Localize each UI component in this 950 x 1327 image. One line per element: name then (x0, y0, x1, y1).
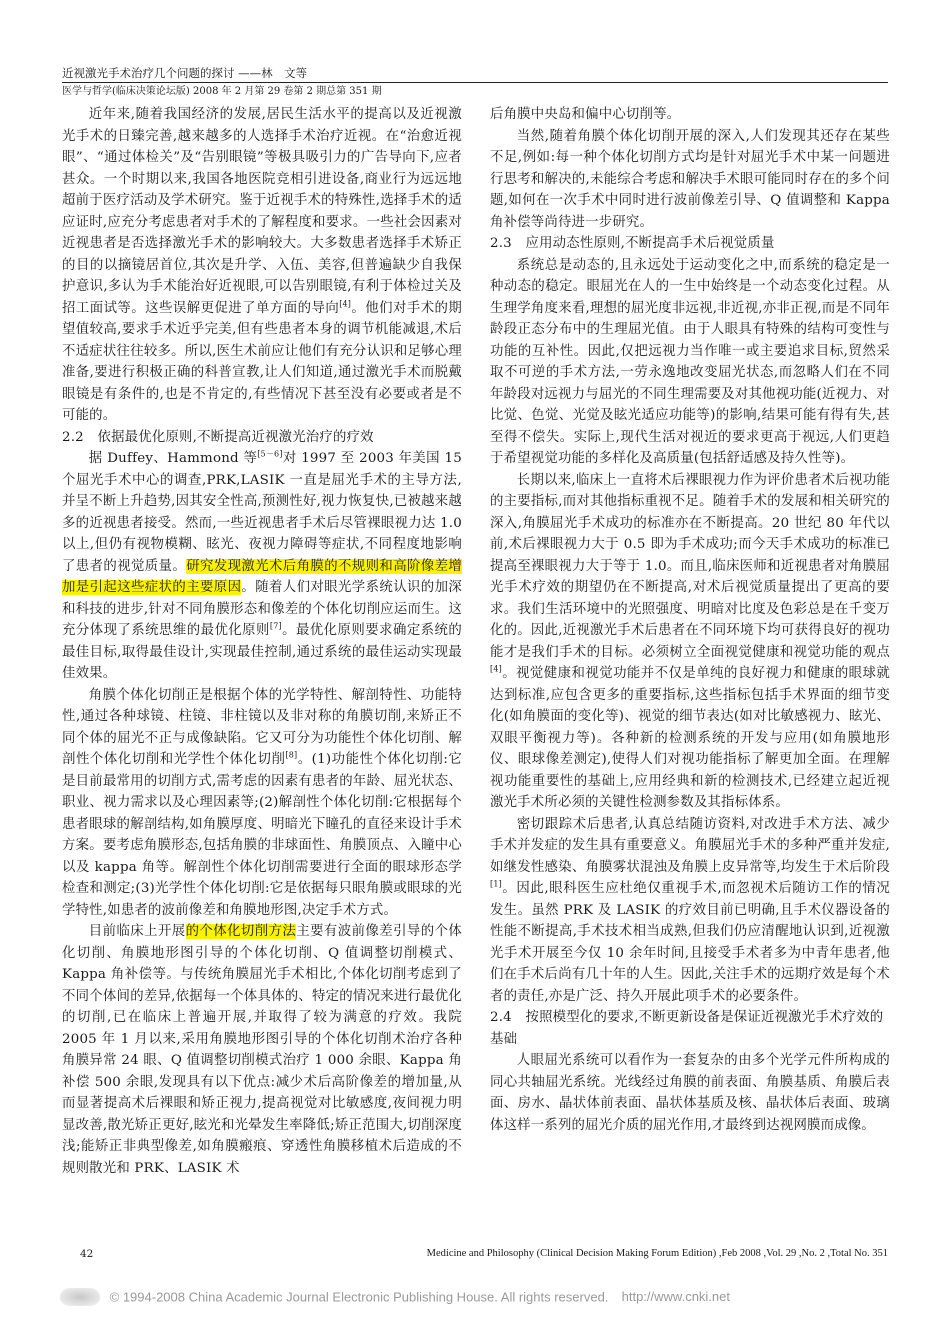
paragraph: 当然,随着角膜个体化切削开展的深入,人们发现其还存在某些不足,例如:每一种个体化切削方式均是针对屈光手术中某一问题进行思考和解决的,未能综合考虑和解决手术眼可能同时存在的多个问题,如何在一次手术中同时进行波前像差引导、Q 值调整和 Kappa 角补偿等尚待进一步研究。 (490, 128, 890, 230)
running-header (62, 66, 888, 98)
right-column (490, 104, 890, 1136)
citation-ref: [7] (269, 621, 282, 631)
left-column (62, 104, 462, 1179)
header-rule (62, 82, 888, 83)
paragraph-continued: 后角膜中央岛和偏中心切削等。 (490, 107, 681, 122)
citation-ref: [4] (490, 664, 502, 674)
citation-ref: [8] (285, 750, 298, 760)
section-heading-2-2: 2.2 依据最优化原则,不断提高近视激光治疗的疗效 (62, 429, 374, 445)
citation-ref: [5－6] (257, 449, 283, 459)
paragraph: 长期以来,临床上一直将术后裸眼视力作为评价患者术后视功能的主要指标,而对其他指标重视不足。随着手术的发展和相关研究的深入,角膜屈光手术成功的标准亦在不断提高。20 世纪 80 年代以前,术后裸眼视力大于 0.5 即为手术成功;而今天手术成功的标准已提高至裸眼视力大于等于 1.0。而且,临床医师和近视患者对角膜屈光手术疗效的期望仍在不断提高,对术后视觉质量提出了更高的要求。我们生活环境中的光照强度、明暗对比度及色彩总是在千变万化的。因此,近视激光手术后患者在不同环境下均可获得良好的视功能才是我们手术的目标。必须树立全面视觉健康和视觉功能的观点[4]。视觉健康和视觉功能并不仅是单纯的良好视力和健康的眼球就达到标准,应包含更多的重要指标,这些指标包括手术界面的细节变化(如角膜面的变化等)、视觉的细节表达(如对比敏感视力、眩光、双眼平衡视力等)。各种新的检测系统的开发与应用(如角膜地形仪、眼球像差测定),使得人们对视功能指标了解更加全面。在理解视功能重要性的基础上,应用经典和新的检测技术,已经建立起近视激光手术所必须的关键性检测参数及其指标体系。 (490, 472, 890, 810)
journal-english-citation: Medicine and Philosophy (Clinical Decision Making Forum Edition) ,Feb 2008 ,Vol. 29 ,No. 2 ,Total No. 351 (426, 1248, 888, 1259)
section-heading-2-3: 2.3 应用动态性原则,不断提高手术后视觉质量 (490, 236, 775, 251)
citation-ref: [4] (339, 299, 352, 309)
section-heading-2-4: 2.4 按照模型化的要求,不断更新设备是保证近视激光手术疗效的基础 (490, 1010, 884, 1047)
page-number: 42 (80, 1248, 94, 1260)
article-title-line: 近视激光手术治疗几个问题的探讨 ——林 文等 (62, 66, 308, 80)
copyright-text: © 1994-2008 China Academic Journal Electronic Publishing House. All rights reserved. (109, 1289, 609, 1305)
copyright-bar (60, 1288, 900, 1306)
paragraph: 角膜个体化切削正是根据个体的光学特性、解剖特性、功能特性,通过各种球镜、柱镜、非柱镜以及非对称的角膜切削,来矫正不同个体的屈光不正与成像缺陷。它又可分为功能性个体化切削、解剖性个体化切削和光学性个体化切削[8]。(1)功能性个体化切削:它是目前最常用的切削方式,需考虑的因素有患者的年龄、屈光状态、职业、视力需求以及心理因素等;(2)解剖性个体化切削:它根据每个患者眼球的解剖结构,如角膜厚度、明暗光下瞳孔的直径来设计手术方案。要考虑角膜形态,包括角膜的非球面性、角膜顶点、入瞳中心以及 kappa 角等。解剖性个体化切削需要进行全面的眼球形态学检查和测定;(3)光学性个体化切削:它是依据每只眼角膜或眼球的光学特性,如患者的波前像差和角膜地形图,决定手术方式。 (62, 687, 462, 918)
paragraph: 人眼屈光系统可以看作为一套复杂的由多个光学元件所构成的同心共轴屈光系统。光线经过角膜的前表面、角膜基质、角膜后表面、房水、晶状体前表面、晶状体基质及核、晶状体后表面、玻璃体这样一系列的屈光介质的屈光作用,才最终到达视网膜而成像。 (490, 1053, 890, 1133)
paragraph: 目前临床上开展的个体化切削方法主要有波前像差引导的个体化切削、角膜地形图引导的个体化切削、Q 值调整切削模式、Kappa 角补偿等。与传统角膜屈光手术相比,个体化切削考虑到了不同个体间的差异,依据每一个体具体的、特定的情况来进行最优化的切削,已在临床上普遍开展,并取得了较为满意的疗效。我院 2005 年 1 月以来,采用角膜地形图引导的个体化切削术治疗各种角膜异常 24 眼、Q 值调整切削模式治疗 1 000 余眼、Kappa 角补偿 500 余眼,发现具有以下优点:减少术后高阶像差的增加量,从而显著提高术后裸眼和矫正视力,提高视觉对比敏感度,夜间视力明显改善,散光矫正更好,眩光和光晕发生率降低;矫正范围大,切削深度浅;能矫正非典型像差,如角膜瘢痕、穿透性角膜移植术后造成的不规则散光和 PRK、LASIK 术 (62, 924, 462, 1176)
highlighted-text: 研究发现激光术后角膜的不规则和高阶像差增加是引起这些症状的主要原因 (62, 558, 462, 595)
paragraph: 据 Duffey、Hammond 等[5－6]对 1997 至 2003 年美国 15 个屈光手术中心的调查,PRK,LASIK 一直是屈光手术的主导方法,并呈不断上升趋势,因其安全性高,预测性好,视力恢复快,已被越来越多的近视患者接受。然而,一些近视患者手术后尽管裸眼视力达 1.0 以上,但仍有视物模糊、眩光、夜视力障碍等症状,不同程度地影响了患者的视觉质量。研究发现激光术后角膜的不规则和高阶像差增加是引起这些症状的主要原因。随着人们对眼光学系统认识的加深和科技的进步,针对不同角膜形态和像差的个体化切削应运而生。这充分体现了系统思维的最优化原则[7]。最优化原则要求确定系统的最佳目标,取得最佳设计,实现最佳控制,通过系统的最佳运动实现最佳效果。 (62, 449, 462, 681)
cnki-link[interactable]: http://www.cnki.net (621, 1289, 730, 1304)
publisher-logo-icon (60, 1288, 100, 1306)
highlighted-text: 的个体化切削方法 (185, 924, 297, 939)
citation-ref: [1] (490, 879, 502, 889)
journal-citation-line: 医学与哲学(临床决策论坛版) 2008 年 2 月第 29 卷第 2 期总第 351 期 (62, 86, 382, 97)
paragraph: 密切跟踪术后患者,认真总结随访资料,对改进手术方法、减少手术并发症的发生具有重要意义。角膜屈光手术的多种严重并发症,如继发性感染、角膜雾状混浊及角膜上皮异常等,均发生于术后阶段[1]。因此,眼科医生应杜绝仅重视手术,而忽视术后随访工作的情况发生。虽然 PRK 及 LASIK 的疗效目前已明确,且手术仪器设备的性能不断提高,手术技术相当成熟,但我们仍应清醒地认识到,近视激光手术开展至今仅 10 余年时间,且接受手术者多为中青年患者,他们在手术后尚有几十年的人生。因此,关注手术的远期疗效是每个术者的责任,亦是广泛、持久开展此项手术的必要条件。 (490, 816, 890, 1004)
paragraph: 近年来,随着我国经济的发展,居民生活水平的提高以及近视激光手术的日臻完善,越来越多的人选择手术治疗近视。在“治愈近视眼”、“通过体检关”及“告别眼镜”等极具吸引力的广告导向下,应者甚众。一个时期以来,我国各地医院竞相引进设备,商业行为远远地超前于医疗活动及学术研究。鉴于近视手术的特殊性,选择手术的适应证时,应充分考虑患者对手术的了解程度和要求。一些社会因素对近视患者是否选择激光手术的影响较大。大多数患者选择手术矫正的目的以摘镜居首位,其次是升学、入伍、美容,但普遍缺少自我保护意识,多认为手术能治好近视眼,可以告别眼镜,有利于体检过关及招工面试等。这些误解更促进了单方面的导向[4]。他们对手术的期望值较高,要求手术近乎完美,但有些患者本身的调节机能减退,术后不适症状往往较多。所以,医生术前应让他们有充分认识和足够心理准备,要进行积极正确的科普宣教,让人们知道,通过激光手术而脱戴眼镜是有条件的,也是不肯定的,有些情况下甚至没有必要或者是不可能的。 (62, 107, 462, 423)
paragraph: 系统总是动态的,且永远处于运动变化之中,而系统的稳定是一种动态的稳定。眼屈光在人的一生中始终是一个动态变化过程。从生理学角度来看,理想的屈光度非远视,非近视,亦非正视,而是不同年龄段正态分布中的生理屈光值。由于人眼具有特殊的结构可变性与功能的互补性。因此,仅把远视力当作唯一或主要追求目标,贸然采取不可逆的手术方法,一劳永逸地改变屈光状态,而忽略人们在不同年龄段对远视力与屈光的不同生理需要及对其他视功能(近视力、对比觉、色觉、光觉及眩光适应功能等)的影响,结果可能有得有失,甚至得不偿失。实际上,现代生活对视近的要求更高于视远,人们更趋于希望视觉功能的多样化及高质量(包括舒适感及持久性等)。 (490, 257, 890, 466)
